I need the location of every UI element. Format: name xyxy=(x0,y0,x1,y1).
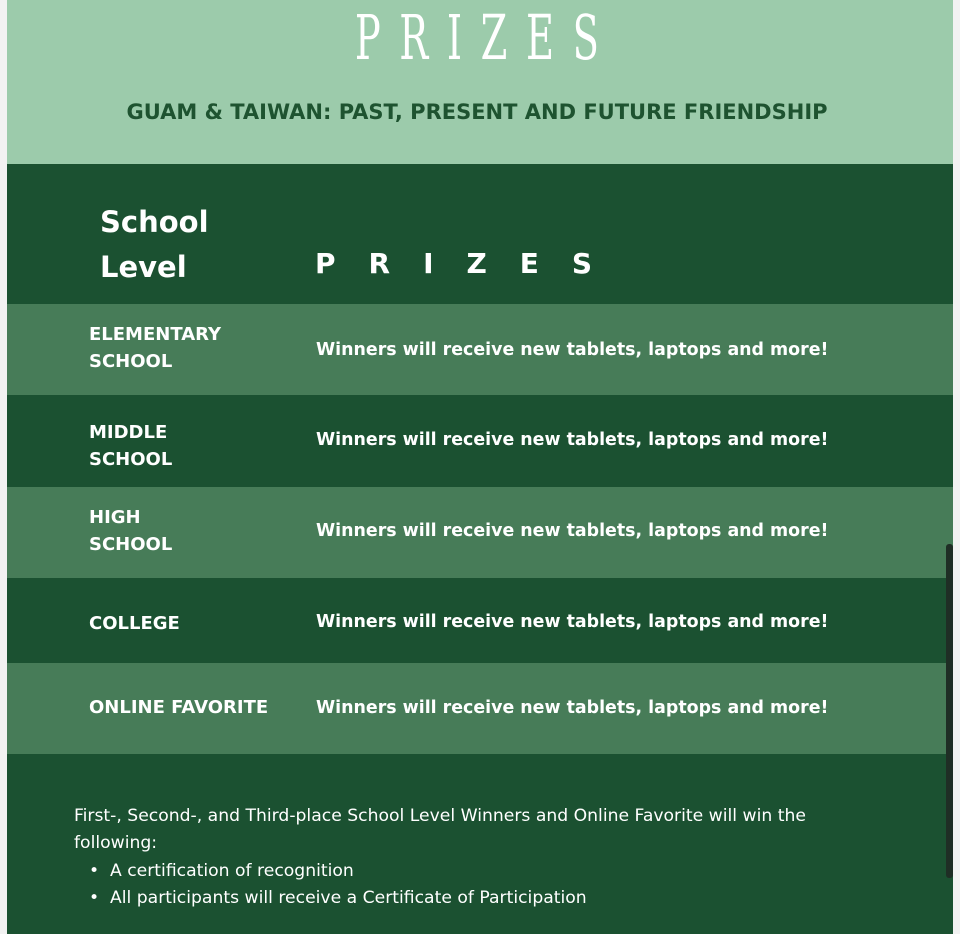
table-row xyxy=(7,487,953,578)
column-header-school-level: School Level xyxy=(100,205,209,284)
row-prize: Winners will receive new tablets, laptops and more! xyxy=(316,698,829,718)
row-level: COLLEGE xyxy=(89,613,180,634)
table-row xyxy=(7,663,953,754)
bullet-icon: • xyxy=(89,888,100,908)
list-item-text: A certification of recognition xyxy=(110,861,354,881)
bullet-icon: • xyxy=(89,861,100,881)
table-row xyxy=(7,578,953,663)
footer-intro: First-, Second-, and Third-place School Level Winners and Online Favorite will win the following: xyxy=(74,806,806,853)
scrollbar-thumb[interactable] xyxy=(946,544,953,878)
header-banner xyxy=(7,0,953,164)
page-title: PRIZES xyxy=(354,1,618,74)
page-subtitle: GUAM & TAIWAN: PAST, PRESENT AND FUTURE FRIENDSHIP xyxy=(126,100,828,124)
list-item xyxy=(89,858,587,885)
footer-list xyxy=(89,858,587,912)
list-item-text: All participants will receive a Certificate of Participation xyxy=(110,888,587,908)
table-row xyxy=(7,395,953,487)
row-prize: Winners will receive new tablets, laptops and more! xyxy=(316,340,829,360)
row-prize: Winners will receive new tablets, laptops and more! xyxy=(316,521,829,541)
row-level: ELEMENTARY SCHOOL xyxy=(89,324,222,372)
row-prize: Winners will receive new tablets, laptops and more! xyxy=(316,430,829,450)
table-row xyxy=(7,304,953,395)
row-prize: Winners will receive new tablets, laptops and more! xyxy=(316,612,829,632)
row-level: ONLINE FAVORITE xyxy=(89,697,269,718)
row-level: MIDDLE SCHOOL xyxy=(89,422,173,470)
row-level: HIGH SCHOOL xyxy=(89,507,173,555)
prizes-document xyxy=(7,0,953,934)
column-header-prizes: PRIZES xyxy=(315,247,626,280)
list-item xyxy=(89,885,587,912)
